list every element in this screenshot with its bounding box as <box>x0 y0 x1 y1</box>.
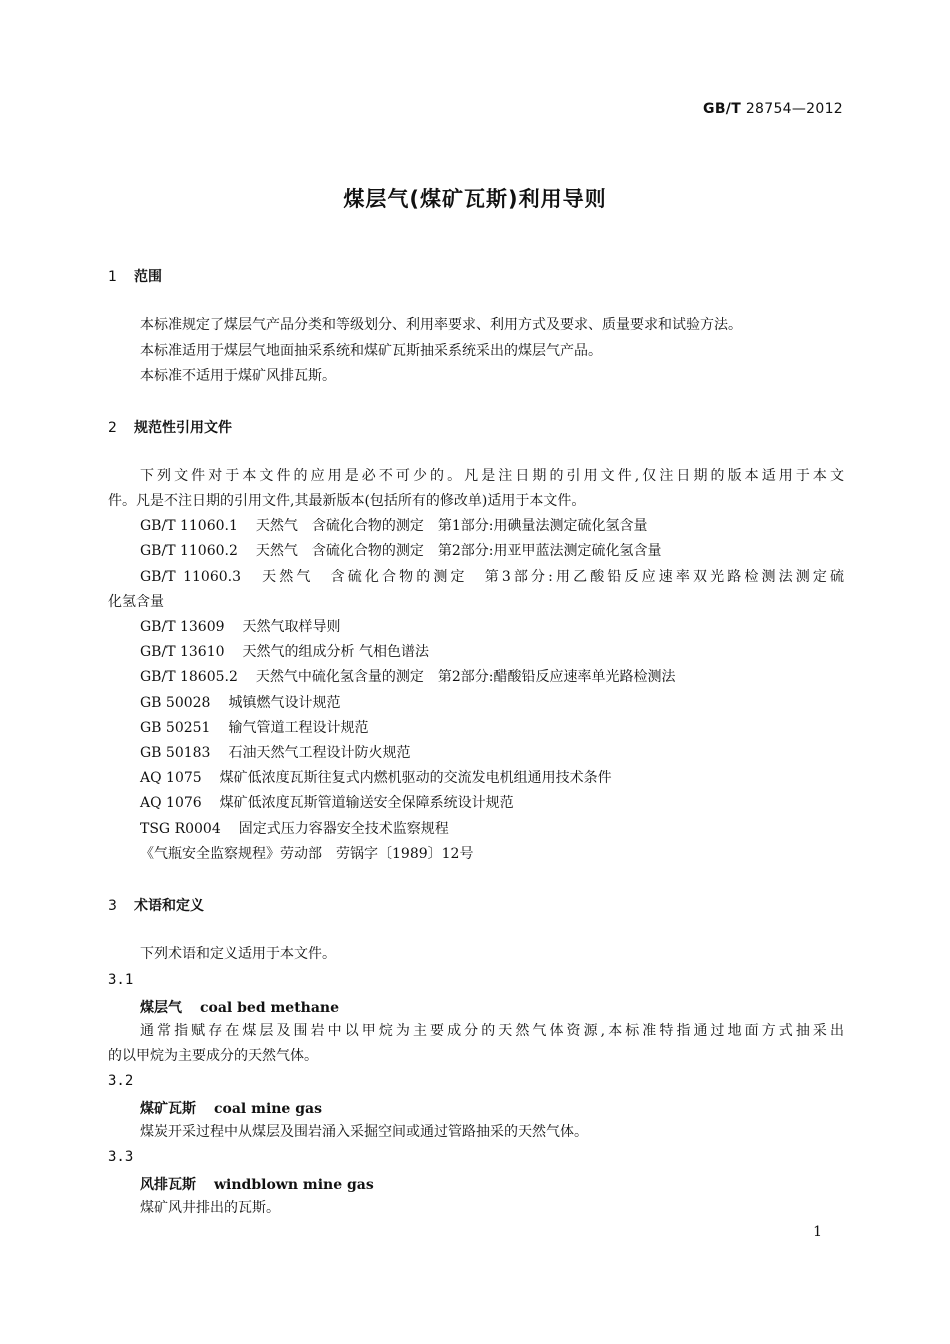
reference-code: GB 50183 <box>140 745 211 761</box>
reference-title: 天然气取样导则 <box>242 619 341 635</box>
term-number: 3.3 <box>108 1149 134 1165</box>
standard-number: 28754—2012 <box>745 101 843 117</box>
term-definition: 通常指赋存在煤层及围岩中以甲烷为主要成分的天然气体资源,本标准特指通过地面方式抽采出 <box>140 1023 844 1039</box>
term-definition: 的以甲烷为主要成分的天然气体。 <box>108 1048 318 1064</box>
section-number: 2 <box>108 420 117 436</box>
reference-continuation: 化氢含量 <box>108 594 164 610</box>
section-title: 术语和定义 <box>134 898 204 914</box>
reference-code: GB/T 13610 <box>140 644 225 660</box>
section-1-heading <box>108 266 162 286</box>
term-number: 3.2 <box>108 1073 134 1089</box>
reference-code: GB 50028 <box>140 695 211 711</box>
reference-item <box>140 791 844 816</box>
reference-item <box>140 665 844 690</box>
reference-title: 天然气 含硫化合物的测定 第2部分:用亚甲蓝法测定硫化氢含量 <box>255 543 662 559</box>
reference-title: 天然气的组成分析 气相色谱法 <box>242 644 429 660</box>
term-en: coal mine gas <box>214 1101 322 1117</box>
reference-code: GB/T 11060.3 <box>140 569 241 585</box>
standard-code <box>703 101 843 117</box>
section-title: 规范性引用文件 <box>134 420 232 436</box>
reference-item <box>140 615 844 640</box>
paragraph: 本标准规定了煤层气产品分类和等级划分、利用率要求、利用方式及要求、质量要求和试验方法。 <box>140 317 742 333</box>
term-zh: 风排瓦斯 <box>140 1177 196 1193</box>
reference-title: 固定式压力容器安全技术监察规程 <box>238 821 449 837</box>
section-title: 范围 <box>134 269 162 285</box>
reference-item <box>140 640 844 665</box>
reference-code: GB/T 13609 <box>140 619 225 635</box>
page-number: 1 <box>813 1224 822 1240</box>
reference-item <box>140 514 844 539</box>
reference-code: AQ 1076 <box>140 795 202 811</box>
standard-prefix: GB/T <box>703 101 742 117</box>
reference-item <box>140 539 844 564</box>
reference-title: 城镇燃气设计规范 <box>228 695 341 711</box>
document-title: 煤层气(煤矿瓦斯)利用导则 <box>343 187 607 211</box>
reference-item <box>140 741 844 766</box>
term-heading <box>140 1098 322 1118</box>
term-en: coal bed methane <box>200 1000 340 1016</box>
term-heading <box>140 1174 374 1194</box>
reference-title: 输气管道工程设计规范 <box>228 720 369 736</box>
term-heading <box>140 997 339 1017</box>
term-zh: 煤层气 <box>140 1000 182 1016</box>
reference-code: GB 50251 <box>140 720 211 736</box>
reference-code: GB/T 11060.1 <box>140 518 238 534</box>
term-en: windblown mine gas <box>214 1177 374 1193</box>
paragraph: 下列术语和定义适用于本文件。 <box>140 946 336 962</box>
paragraph: 本标准不适用于煤矿风排瓦斯。 <box>140 368 336 384</box>
reference-item <box>140 716 844 741</box>
reference-item <box>140 766 844 791</box>
reference-item <box>140 817 844 842</box>
section-3-heading <box>108 895 204 915</box>
term-number: 3.1 <box>108 972 134 988</box>
reference-title: 天然气 含硫化合物的测定 第1部分:用碘量法测定硫化氢含量 <box>255 518 648 534</box>
paragraph: 本标准适用于煤层气地面抽采系统和煤矿瓦斯抽采系统采出的煤层气产品。 <box>140 343 602 359</box>
reference-item: 《气瓶安全监察规程》劳动部 劳锅字〔1989〕12号 <box>140 846 474 862</box>
reference-title: 天然气 含硫化合物的测定 第3部分:用乙酸铅反应速率双光路检测法测定硫 <box>259 569 844 585</box>
section-2-heading <box>108 417 232 437</box>
term-zh: 煤矿瓦斯 <box>140 1101 196 1117</box>
reference-title: 天然气中硫化氢含量的测定 第2部分:醋酸铅反应速率单光路检测法 <box>255 669 676 685</box>
section-number: 1 <box>108 269 117 285</box>
reference-code: AQ 1075 <box>140 770 202 786</box>
term-definition: 煤炭开采过程中从煤层及围岩涌入采掘空间或通过管路抽采的天然气体。 <box>140 1124 588 1140</box>
reference-code: GB/T 11060.2 <box>140 543 238 559</box>
reference-title: 煤矿低浓度瓦斯往复式内燃机驱动的交流发电机组通用技术条件 <box>219 770 612 786</box>
term-definition: 煤矿风井排出的瓦斯。 <box>140 1200 280 1216</box>
reference-title: 石油天然气工程设计防火规范 <box>228 745 411 761</box>
reference-item <box>140 691 844 716</box>
reference-item <box>140 565 844 590</box>
paragraph: 件。凡是不注日期的引用文件,其最新版本(包括所有的修改单)适用于本文件。 <box>108 493 586 509</box>
paragraph: 下列文件对于本文件的应用是必不可少的。凡是注日期的引用文件,仅注日期的版本适用于本文 <box>140 468 844 484</box>
reference-code: TSG R0004 <box>140 821 221 837</box>
reference-title: 煤矿低浓度瓦斯管道输送安全保障系统设计规范 <box>219 795 514 811</box>
section-number: 3 <box>108 898 117 914</box>
reference-code: GB/T 18605.2 <box>140 669 238 685</box>
